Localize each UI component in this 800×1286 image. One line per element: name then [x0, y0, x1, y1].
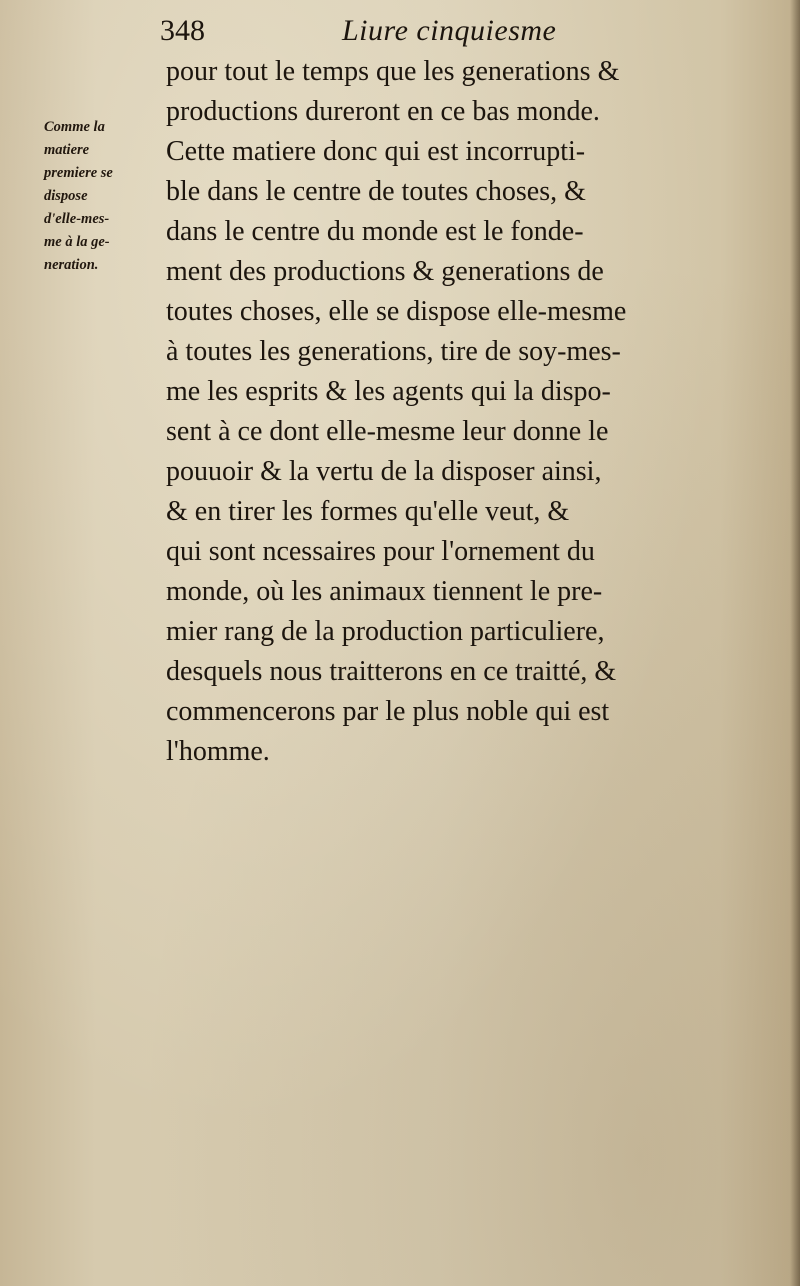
margin-note-line: matiere	[44, 142, 90, 158]
margin-note-line: premiere se	[44, 165, 113, 181]
body-line: à toutes les generations, tire de soy-mes-	[166, 336, 621, 367]
body-line: monde, où les animaux tiennent le pre-	[166, 576, 603, 607]
margin-note-line: dispose	[44, 188, 88, 204]
body-line: pouuoir & la vertu de la disposer ainsi,	[166, 456, 602, 487]
margin-note-line: Comme la	[44, 119, 105, 135]
body-line: productions dureront en ce bas monde.	[166, 96, 600, 127]
running-title: Liure cinquiesme	[342, 14, 557, 47]
body-line: l'homme.	[166, 736, 270, 767]
margin-note-line: d'elle-mes-	[44, 211, 110, 227]
body-line: pour tout le temps que les generations &	[166, 56, 620, 87]
body-line: commencerons par le plus noble qui est	[166, 696, 610, 727]
body-line: toutes choses, elle se dispose elle-mesme	[166, 296, 627, 327]
body-line: dans le centre du monde est le fonde-	[166, 216, 584, 247]
body-text	[166, 52, 766, 772]
margin-note-line: me à la ge-	[44, 234, 110, 250]
margin-note-line: neration.	[44, 257, 99, 273]
body-line: qui sont ncessaires pour l'ornement du	[166, 536, 595, 567]
body-line: mier rang de la production particuliere,	[166, 616, 605, 647]
margin-note	[44, 116, 162, 277]
page-number: 348	[160, 14, 205, 47]
body-line: ment des productions & generations de	[166, 256, 604, 287]
body-line: ble dans le centre de toutes choses, &	[166, 176, 586, 207]
page-edge-shadow	[790, 0, 800, 1286]
body-line: & en tirer les formes qu'elle veut, &	[166, 496, 570, 527]
body-line: Cette matiere donc qui est incorrupti-	[166, 136, 586, 167]
body-line: sent à ce dont elle-mesme leur donne le	[166, 416, 609, 447]
body-line: desquels nous traitterons en ce traitté, &	[166, 656, 617, 687]
body-line: me les esprits & les agents qui la dispo-	[166, 376, 611, 407]
